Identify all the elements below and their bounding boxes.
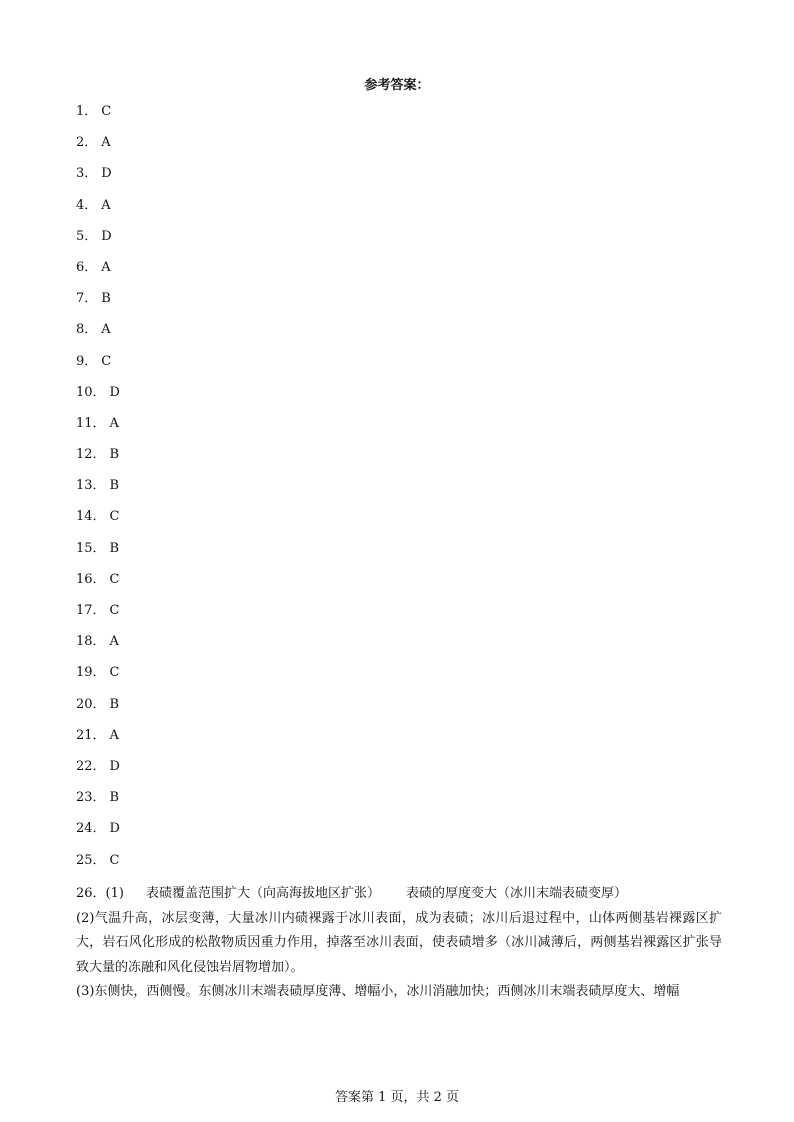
answer-number: 19． (76, 665, 106, 681)
answer-row (76, 663, 120, 694)
answer-choice: A (109, 727, 119, 743)
answer-choice: C (109, 852, 120, 868)
answer-number: 6． (76, 259, 98, 275)
answer-choice: A (109, 634, 119, 650)
answer-row (76, 133, 120, 164)
answer-row (76, 414, 120, 445)
answer-row (76, 757, 120, 788)
answer-choice: A (109, 415, 119, 431)
answer-number: 12． (76, 447, 106, 463)
answer-number: 22． (76, 758, 106, 774)
q26-part2: (2)气温升高，冰层变薄，大量冰川内碛裸露于冰川表面，成为表碛；冰川后退过程中，山体两侧基岩裸露区扩大，岩石风化形成的松散物质因重力作用，掉落至冰川表面，使表碛增多（冰川减薄后，两侧基岩裸露区扩张导致大量的冻融和风化侵蚀岩屑物增加）。 (76, 910, 722, 975)
answer-row (76, 445, 120, 476)
answer-number: 9． (76, 353, 98, 369)
answer-choice: A (101, 322, 111, 338)
q26-part1 (76, 882, 722, 907)
answer-number: 14． (76, 509, 106, 525)
answer-number: 21． (76, 727, 106, 743)
answer-number: 7． (76, 291, 98, 307)
answer-row (76, 476, 120, 507)
answer-choice: C (109, 509, 120, 525)
q26-number: 26．(1) (76, 886, 124, 901)
q26-part1-point-b: 表碛的厚度变大（冰川末端表碛变厚） (405, 886, 627, 901)
q26-part1-point-a: 表碛覆盖范围扩大（向高海拔地区扩张） (145, 886, 380, 901)
answer-row (76, 102, 120, 133)
answer-choice: C (101, 353, 112, 369)
answer-choice: C (109, 571, 120, 587)
answer-number: 24． (76, 821, 106, 837)
answer-row (76, 383, 120, 414)
answer-choice: D (109, 758, 120, 774)
answer-row (76, 227, 120, 258)
answer-list (76, 102, 120, 882)
answer-row (76, 320, 120, 351)
answer-number: 23． (76, 790, 106, 806)
answer-row (76, 289, 120, 320)
q26-part3: (3)东侧快，西侧慢。东侧冰川末端表碛厚度薄、增幅小，冰川消融加快；西侧冰川末端表碛厚度大、增幅 (76, 984, 680, 999)
answer-choice: C (109, 603, 120, 618)
answer-choice: B (101, 291, 111, 307)
answer-number: 5． (76, 228, 98, 244)
answer-row (76, 196, 120, 227)
answer-choice: D (101, 228, 112, 244)
answer-number: 16． (76, 571, 106, 587)
page-title: 参考答案： (364, 78, 430, 93)
answer-choice: D (109, 384, 120, 400)
answer-choice: D (101, 166, 112, 182)
answer-number: 20． (76, 696, 106, 712)
answer-number: 11． (76, 415, 106, 431)
answer-row (76, 851, 120, 882)
answer-row (76, 258, 120, 289)
answer-row (76, 352, 120, 383)
page-footer: 答案第 1 页，共 2 页 (334, 1090, 460, 1105)
answer-number: 13． (76, 478, 106, 494)
answer-number: 3． (76, 166, 98, 182)
answer-number: 17． (76, 603, 106, 618)
answer-number: 25． (76, 852, 106, 868)
answer-row (76, 164, 120, 195)
answer-row (76, 726, 120, 757)
answer-choice: A (101, 259, 111, 275)
answer-choice: B (109, 790, 120, 806)
answer-choice: B (109, 478, 120, 494)
answer-row (76, 539, 120, 570)
question-26-answer (76, 882, 722, 1005)
answer-row (76, 601, 120, 632)
answer-number: 10． (76, 384, 106, 400)
answer-number: 18． (76, 634, 106, 650)
answer-number: 8． (76, 322, 98, 338)
answer-number: 4． (76, 197, 98, 213)
answer-choice: A (101, 135, 111, 151)
answer-choice: C (101, 104, 112, 119)
answer-row (76, 507, 120, 538)
answer-choice: B (109, 540, 120, 556)
answer-number: 1． (76, 104, 98, 119)
answer-number: 15． (76, 540, 106, 556)
answer-row (76, 788, 120, 819)
answer-row (76, 570, 120, 601)
answer-choice: B (109, 696, 120, 712)
answer-number: 2． (76, 135, 98, 151)
answer-choice: B (109, 447, 120, 463)
answer-row (76, 632, 120, 663)
answer-choice: D (109, 821, 120, 837)
answer-choice: A (101, 197, 111, 213)
answer-row (76, 819, 120, 850)
answer-row (76, 695, 120, 726)
answer-choice: C (109, 665, 120, 681)
